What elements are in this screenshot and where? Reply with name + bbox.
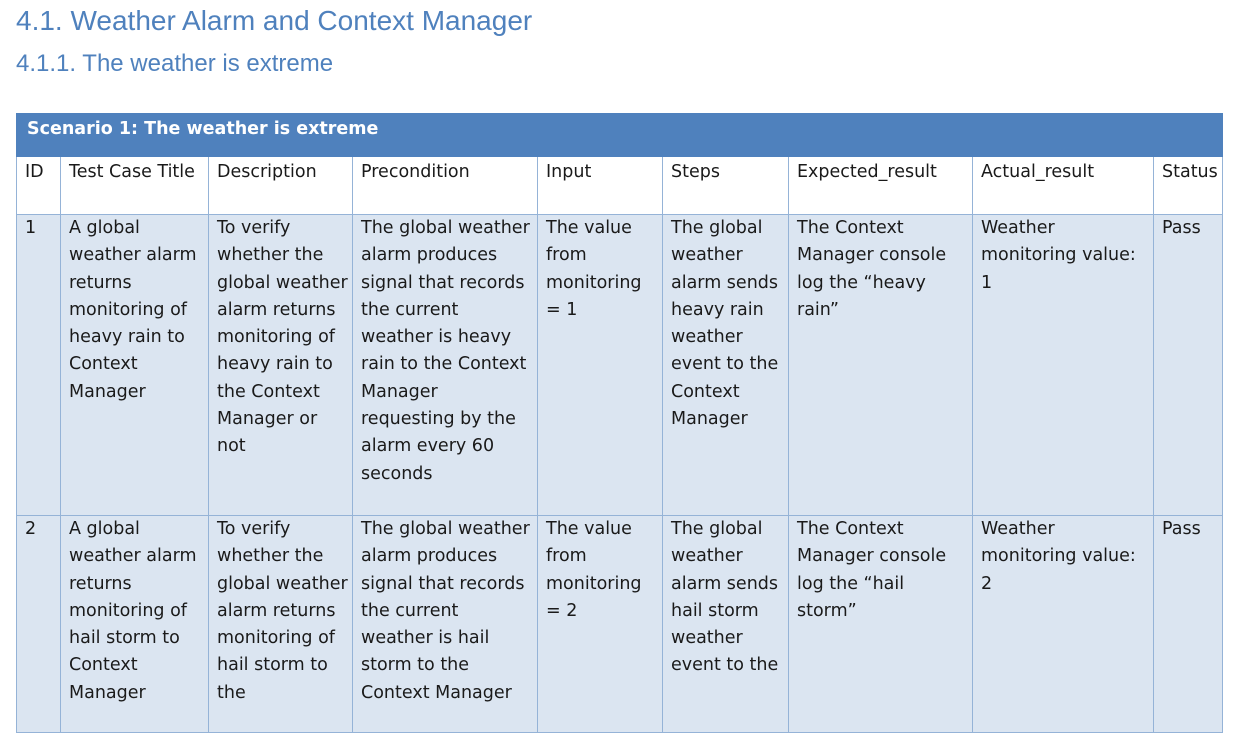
cell-title: A global weather alarm returns monitoring of hail storm to Context Manager bbox=[61, 516, 209, 733]
cell-status: Pass bbox=[1154, 215, 1223, 516]
cell-steps: The global weather alarm sends heavy rain weather event to the Context Manager bbox=[663, 215, 789, 516]
test-case-table bbox=[16, 113, 1223, 733]
col-header-description: Description bbox=[209, 157, 353, 215]
col-header-id: ID bbox=[17, 157, 61, 215]
cell-description: To verify whether the global weather alarm returns monitoring of hail storm to the bbox=[209, 516, 353, 733]
table-row bbox=[17, 516, 1223, 733]
cell-input: The value from monitoring = 2 bbox=[538, 516, 663, 733]
cell-precondition: The global weather alarm produces signal that records the current weather is heavy rain to the Context Manager requesting by the alarm every 60 seconds bbox=[353, 215, 538, 516]
cell-actual: Weather monitoring value: 1 bbox=[973, 215, 1154, 516]
col-header-steps: Steps bbox=[663, 157, 789, 215]
table-row bbox=[17, 215, 1223, 516]
cell-input: The value from monitoring = 1 bbox=[538, 215, 663, 516]
cell-steps: The global weather alarm sends hail storm weather event to the bbox=[663, 516, 789, 733]
cell-status: Pass bbox=[1154, 516, 1223, 733]
col-header-precondition: Precondition bbox=[353, 157, 538, 215]
cell-expected: The Context Manager console log the “hail storm” bbox=[789, 516, 973, 733]
cell-expected: The Context Manager console log the “heavy rain” bbox=[789, 215, 973, 516]
col-header-expected: Expected_result bbox=[789, 157, 973, 215]
column-header-row bbox=[17, 157, 1223, 215]
cell-id: 1 bbox=[17, 215, 61, 516]
col-header-input: Input bbox=[538, 157, 663, 215]
subsection-heading: 4.1.1. The weather is extreme bbox=[16, 50, 334, 77]
scenario-header-row bbox=[17, 114, 1223, 157]
cell-precondition: The global weather alarm produces signal that records the current weather is hail storm to the Context Manager bbox=[353, 516, 538, 733]
col-header-actual: Actual_result bbox=[973, 157, 1154, 215]
col-header-title: Test Case Title bbox=[61, 157, 209, 215]
cell-id: 2 bbox=[17, 516, 61, 733]
section-heading: 4.1. Weather Alarm and Context Manager bbox=[16, 5, 533, 36]
scenario-title: Scenario 1: The weather is extreme bbox=[17, 114, 1223, 157]
cell-actual: Weather monitoring value: 2 bbox=[973, 516, 1154, 733]
cell-title: A global weather alarm returns monitoring of heavy rain to Context Manager bbox=[61, 215, 209, 516]
col-header-status: Status bbox=[1154, 157, 1223, 215]
cell-description: To verify whether the global weather alarm returns monitoring of heavy rain to the Context Manager or not bbox=[209, 215, 353, 516]
